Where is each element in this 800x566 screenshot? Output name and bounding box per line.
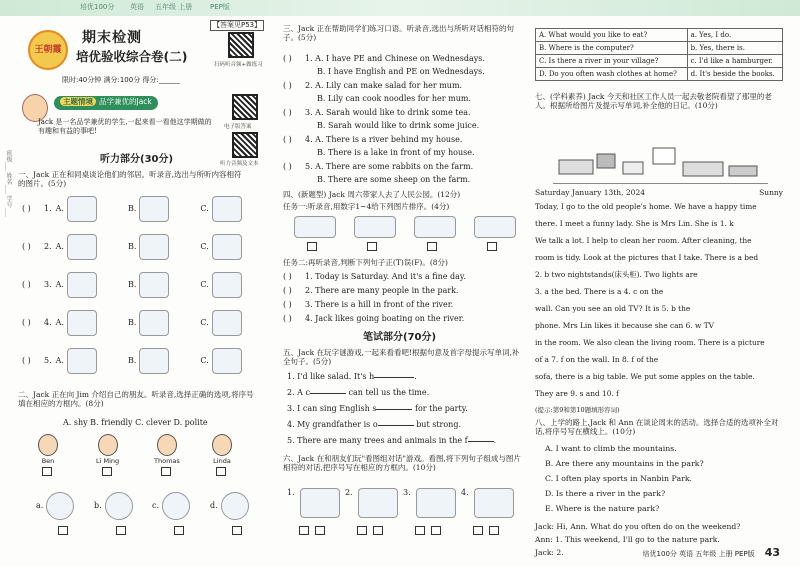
qr-code-icon[interactable] — [232, 132, 258, 158]
order-box[interactable] — [427, 242, 437, 251]
diary-weather: Sunny — [759, 188, 783, 197]
option-text: B. There are some sheep on the farm. — [317, 175, 471, 184]
page-subtitle: 培优验收综合卷(二) — [76, 49, 188, 64]
diary-date: Saturday January 13th, 2024 — [535, 188, 645, 197]
edition-tag: PEP版 — [210, 3, 230, 11]
qr-code-icon[interactable] — [232, 94, 258, 120]
brand-logo: 王朝霞 — [28, 30, 68, 70]
friend-face-icon — [157, 434, 177, 456]
answer-paren[interactable]: ( ) — [283, 81, 292, 90]
q3-option-b — [317, 148, 475, 158]
answer-line[interactable] — [310, 393, 346, 394]
table-row — [536, 55, 783, 68]
object-item — [94, 492, 136, 520]
option-picture[interactable] — [67, 234, 97, 260]
friend-name: Linda — [213, 457, 231, 465]
option-picture[interactable] — [212, 272, 242, 298]
q3-option-b — [317, 67, 485, 77]
journal-line: wall. Can you see an old TV? It is 5. b the — [535, 304, 691, 313]
q1-row — [22, 310, 245, 336]
statement-text: 2. There are many people in the park. — [305, 286, 459, 295]
answer-box[interactable] — [357, 526, 367, 535]
answer-box[interactable] — [102, 467, 112, 476]
option-text: B. There is a lake in front of my house. — [317, 148, 475, 157]
option-letter: C. — [200, 280, 209, 289]
object-picture[interactable] — [221, 492, 249, 520]
option-text: B. Lily can cook noodles for her mum. — [317, 94, 472, 103]
order-box[interactable] — [367, 242, 377, 251]
object-item — [152, 492, 193, 520]
q3-option-b — [317, 175, 470, 185]
q4-row — [283, 286, 459, 296]
park-picture — [414, 216, 456, 238]
option-letter: B. — [127, 356, 137, 365]
answer-box[interactable] — [315, 526, 325, 535]
answer-box[interactable] — [161, 467, 171, 476]
journal-line: phone. Mrs Lin likes it because she can 6. w TV — [535, 321, 714, 330]
brand-text: 培优100分 — [80, 3, 115, 11]
order-box[interactable] — [307, 242, 317, 251]
q5-text: 4. My grandfather is o — [287, 420, 378, 429]
answer-reference: 【答案见P53】 — [210, 20, 264, 31]
answer-paren[interactable]: ( ) — [283, 286, 292, 295]
dialog-picture — [416, 488, 456, 518]
option-letter: C. — [200, 242, 209, 251]
object-letter: d. — [210, 501, 218, 510]
q4-row — [283, 300, 453, 310]
friend-face-icon — [212, 434, 232, 456]
q5-text: 3. I can sing English s — [287, 404, 377, 413]
option-picture[interactable] — [67, 196, 97, 222]
friend-card — [38, 434, 58, 476]
answer-paren[interactable]: ( ) — [283, 300, 292, 309]
q1-row — [22, 272, 245, 298]
answer-paren[interactable]: ( ) — [22, 204, 31, 213]
option-text: 1. A. I have PE and Chinese on Wednesdays. — [305, 54, 485, 63]
question-1: 一、Jack 正在和同桌谈论他们的邻居。听录音,选出与所听内容相符的图片。(5分) — [18, 170, 242, 189]
journal-line: in the room. We also clean the living room. There is a picture — [535, 338, 765, 347]
task-2: 任务二:再听录音,判断下列句子正(T)误(F)。(8分) — [283, 258, 448, 267]
friend-face-icon — [98, 434, 118, 456]
table-shape — [729, 166, 757, 176]
picture-number: 3. — [403, 488, 411, 497]
q3-option-a — [283, 108, 471, 118]
option-picture[interactable] — [212, 348, 242, 374]
listening-heading: 听力部分(30分) — [100, 154, 174, 165]
q1-row — [22, 196, 245, 222]
option-text: 5. A. There are some rabbits on the farm. — [305, 162, 474, 171]
question-6: 六、Jack 在和朋友们玩"看图组对话"游戏。看图,将下列句子组成与图片相符的对话,把序号写在相应的方框内。(10分) — [283, 454, 521, 473]
diary-text — [535, 198, 783, 402]
option-letter: A. — [55, 356, 64, 365]
option-line: C. I often play sports in Nanbin Park. — [545, 474, 693, 483]
q1-row — [22, 348, 245, 374]
dialog-line: Jack: 2. — [535, 548, 564, 557]
dialog-line: Jack: Hi, Ann. What do you often do on the weekend? — [535, 522, 741, 531]
table-cell: A. What would you like to eat? — [536, 29, 688, 42]
page-footer — [643, 546, 780, 560]
item-number: 3. — [44, 280, 52, 289]
q4-row — [283, 272, 466, 282]
dialog-picture — [358, 488, 398, 518]
answer-line[interactable] — [468, 441, 494, 442]
theme-text: 品学兼优的Jack — [99, 97, 152, 106]
answer-paren[interactable]: ( ) — [22, 280, 31, 289]
option-picture[interactable] — [139, 310, 169, 336]
answer-paren[interactable]: ( ) — [22, 242, 31, 251]
park-picture — [354, 216, 396, 238]
q3-option-a — [283, 54, 485, 64]
answer-paren[interactable]: ( ) — [283, 108, 292, 117]
q3-option-b — [317, 121, 479, 131]
option-picture[interactable] — [67, 348, 97, 374]
q5-item: 5. There are many trees and animals in the f . — [287, 436, 497, 445]
page-number: 43 — [764, 546, 780, 560]
room-illustration — [553, 142, 768, 184]
option-line: A. I want to climb the mountains. — [545, 444, 677, 453]
friend-card — [154, 434, 180, 476]
journal-line: They are 9. s and 10. f — [535, 389, 619, 398]
answer-paren[interactable]: ( ) — [283, 135, 292, 144]
park-picture — [474, 216, 516, 238]
option-letter: A. — [55, 318, 64, 327]
statement-text: 4. Jack likes going boating on the river. — [305, 314, 465, 323]
table-row — [536, 68, 783, 81]
object-picture[interactable] — [162, 492, 190, 520]
dialog-picture — [474, 488, 514, 518]
question-4: 四、(新题型) Jack 周六带家人去了人民公园。(12分) — [283, 190, 461, 199]
q2-options: A. shy B. friendly C. clever D. polite — [63, 418, 208, 427]
option-letter: B. — [127, 318, 137, 327]
answer-line[interactable] — [374, 377, 414, 378]
answer-box[interactable] — [58, 526, 68, 535]
q5-item — [287, 404, 468, 414]
option-letter: A. — [55, 204, 64, 213]
answer-box[interactable] — [431, 526, 441, 535]
option-picture[interactable] — [139, 234, 169, 260]
picture-frame-shape — [653, 148, 675, 164]
option-picture[interactable] — [212, 310, 242, 336]
item-number: 2. — [44, 242, 52, 251]
table-cell: B. Where is the computer? — [536, 42, 688, 55]
answer-paren[interactable]: ( ) — [283, 272, 292, 281]
qr-code-icon[interactable] — [228, 32, 254, 58]
item-number: 1. — [44, 204, 52, 213]
sofa-shape — [683, 162, 723, 176]
question-2: 二、Jack 正在向 Jim 介绍自己的朋友。听录音,选择正确的选项,将序号填在相应的方框内。(8分) — [18, 390, 254, 409]
answer-box[interactable] — [174, 526, 184, 535]
answer-box[interactable] — [216, 467, 226, 476]
option-picture[interactable] — [212, 196, 242, 222]
option-picture[interactable] — [139, 196, 169, 222]
option-text: 4. A. There is a river behind my house. — [305, 135, 463, 144]
option-text: B. I have English and PE on Wednesdays. — [317, 67, 485, 76]
friend-card — [96, 434, 119, 476]
statement-text: 3. There is a hill in front of the river. — [305, 300, 454, 309]
picture-number: 1. — [287, 488, 295, 497]
picture-number: 4. — [461, 488, 469, 497]
task-1: 任务一:听录音,用数字1~4给下列图片排序。(4分) — [283, 202, 450, 211]
page-title: 期末检测 — [82, 30, 142, 46]
q4-row — [283, 314, 464, 324]
picture-number: 2. — [345, 488, 353, 497]
option-picture[interactable] — [67, 310, 97, 336]
option-line: D. Is there a river in the park? — [545, 489, 666, 498]
table-cell: b. Yes, there is. — [687, 42, 782, 55]
match-table — [535, 28, 783, 81]
answer-paren[interactable]: ( ) — [22, 318, 31, 327]
option-letter: A. — [55, 242, 64, 251]
journal-line: sofa, there is a big table. We put some apples on the table. — [535, 372, 755, 381]
table-cell: d. It's beside the books. — [687, 68, 782, 81]
option-line: E. Where is the nature park? — [545, 504, 660, 513]
friend-face-icon — [38, 434, 58, 456]
option-text: B. Sarah would like to drink some juice. — [317, 121, 480, 130]
q5-item: 1. I'd like salad. It's h . — [287, 372, 417, 381]
park-picture — [294, 216, 336, 238]
option-line: B. Are there any mountains in the park? — [545, 459, 704, 468]
friend-name: Thomas — [154, 457, 180, 465]
object-item — [36, 492, 77, 520]
q5-text: 1. I'd like salad. It's h — [287, 372, 375, 381]
answer-box[interactable] — [489, 526, 499, 535]
statement-text: 1. Today is Saturday. And it's a fine day. — [305, 272, 466, 281]
theme-banner — [54, 96, 158, 110]
question-8: 八、上学的路上,Jack 和 Ann 在谈论周末的活动。选择合适的选项补全对话,将序号写在横线上。(10分) — [535, 418, 779, 437]
answer-line[interactable] — [378, 425, 414, 426]
diary-hint: (提示:第9和第10题填形容词) — [535, 406, 620, 414]
option-picture[interactable] — [212, 234, 242, 260]
friend-card — [212, 434, 232, 476]
answer-box[interactable] — [415, 526, 425, 535]
qr-label: 扫码听音频+做练习 — [214, 62, 263, 68]
answer-box[interactable] — [232, 526, 242, 535]
answer-box[interactable] — [116, 526, 126, 535]
item-number: 4. — [44, 318, 52, 327]
option-letter: B. — [127, 204, 137, 213]
journal-line: 3. a the bed. There is a 4. c on the — [535, 287, 664, 296]
answer-box[interactable] — [42, 467, 52, 476]
exam-meta: 限时:40分钟 满分:100分 得分:______ — [62, 76, 180, 84]
question-3: 三、Jack 正在帮助同学们练习口语。听录音,选出与所听对话相符的句子。(5分) — [283, 24, 514, 43]
answer-box[interactable] — [373, 526, 383, 535]
option-letter: B. — [127, 242, 137, 251]
journal-line: 2. b two nightstands(床头柜). Two lights are — [535, 270, 698, 279]
dialog-line: Ann: 1. This weekend, I'll go to the nature park. — [535, 535, 720, 544]
object-letter: b. — [94, 501, 102, 510]
column-1 — [18, 14, 273, 510]
q5-text: for the party. — [415, 404, 468, 413]
option-picture[interactable] — [139, 272, 169, 298]
option-letter: B. — [127, 280, 137, 289]
order-box[interactable] — [487, 242, 497, 251]
title-block — [18, 14, 273, 84]
journal-line: We talk a lot. I help to clean her room. After cleaning, the — [535, 236, 752, 245]
intro-text: Jack 是一名品学兼优的学生,一起来看一看他这学期做的有趣和有益的事吧! — [38, 118, 212, 135]
answer-box[interactable] — [473, 526, 483, 535]
friend-name: Li Ming — [96, 457, 120, 465]
object-picture[interactable] — [46, 492, 74, 520]
q5-item — [287, 388, 429, 398]
q5-item — [287, 420, 461, 430]
theme-tag: 主题情境 — [60, 97, 96, 106]
table-cell: D. Do you often wash clothes at home? — [536, 68, 688, 81]
option-picture[interactable] — [67, 272, 97, 298]
answer-paren[interactable]: ( ) — [283, 314, 292, 323]
option-letter: C. — [200, 204, 209, 213]
footer-text: 培优100分 英语 五年级 上册 PEP版 — [642, 550, 755, 559]
written-heading: 笔试部分(70分) — [363, 332, 437, 343]
option-picture[interactable] — [139, 348, 169, 374]
qr-label: 电子版答案 — [224, 124, 252, 130]
q5-text: can tell us the time. — [348, 388, 430, 397]
q5-text: 2. A c — [287, 388, 310, 397]
dialog-picture — [300, 488, 340, 518]
nightstand-shape — [623, 162, 643, 174]
object-letter: a. — [36, 501, 44, 510]
qr-label: 听力音频及文本 — [220, 161, 259, 167]
q1-row — [22, 234, 245, 260]
q3-option-b — [317, 94, 471, 104]
subject-tag: 英语 — [130, 3, 144, 11]
grade-tag: 五年级 上册 — [155, 3, 193, 11]
q3-option-a — [283, 162, 473, 172]
q5-text: but strong. — [416, 420, 461, 429]
student-info-margin: 班级___ 姓名___ 学号___ — [5, 150, 12, 217]
option-letter: C. — [200, 356, 209, 365]
q3-option-a — [283, 135, 462, 145]
option-letter: C. — [200, 318, 209, 327]
question-7: 七、(学科素养) Jack 今天和社区工作人员一起去敬老院看望了那里的老人。根据所给图片及提示写单词,补全他的日记。(10分) — [535, 92, 772, 111]
q3-option-a — [283, 81, 462, 91]
table-row — [536, 42, 783, 55]
answer-paren[interactable]: ( ) — [283, 162, 292, 171]
item-number: 5. — [44, 356, 52, 365]
option-text: 2. A. Lily can make salad for her mum. — [305, 81, 463, 90]
journal-line: of a 7. f on the wall. In 8. f of the — [535, 355, 659, 364]
table-cell: a. Yes, I do. — [687, 29, 782, 42]
object-picture[interactable] — [105, 492, 133, 520]
question-5: 五、Jack 在玩字谜游戏,一起来看看吧!根据句意及首字母提示写单词,补全句子。(5分) — [283, 348, 520, 367]
tv-shape — [597, 154, 615, 168]
object-item — [210, 492, 252, 520]
q5-text: 5. There are many trees and animals in the f — [287, 436, 468, 445]
answer-paren[interactable]: ( ) — [283, 54, 292, 63]
object-letter: c. — [152, 501, 160, 510]
table-row — [536, 29, 783, 42]
answer-line[interactable] — [376, 409, 412, 410]
nursing-home-picture — [553, 142, 768, 184]
journal-line: there. I meet a funny lady. She is Mrs Lin. She is 1. k — [535, 219, 734, 228]
table-cell: c. I'd like a hamburger. — [687, 55, 782, 68]
bed-shape — [559, 160, 593, 174]
answer-paren[interactable]: ( ) — [22, 356, 31, 365]
answer-box[interactable] — [299, 526, 309, 535]
option-letter: A. — [55, 280, 64, 289]
table-cell: C. Is there a river in your village? — [536, 55, 688, 68]
journal-line: room is tidy. Look at the pictures that I take. There is a bed — [535, 253, 759, 262]
friend-name: Ben — [41, 457, 55, 465]
option-text: 3. A. Sarah would like to drink some tea. — [305, 108, 471, 117]
journal-line: Today, I go to the old people's home. We have a happy time — [535, 202, 757, 211]
